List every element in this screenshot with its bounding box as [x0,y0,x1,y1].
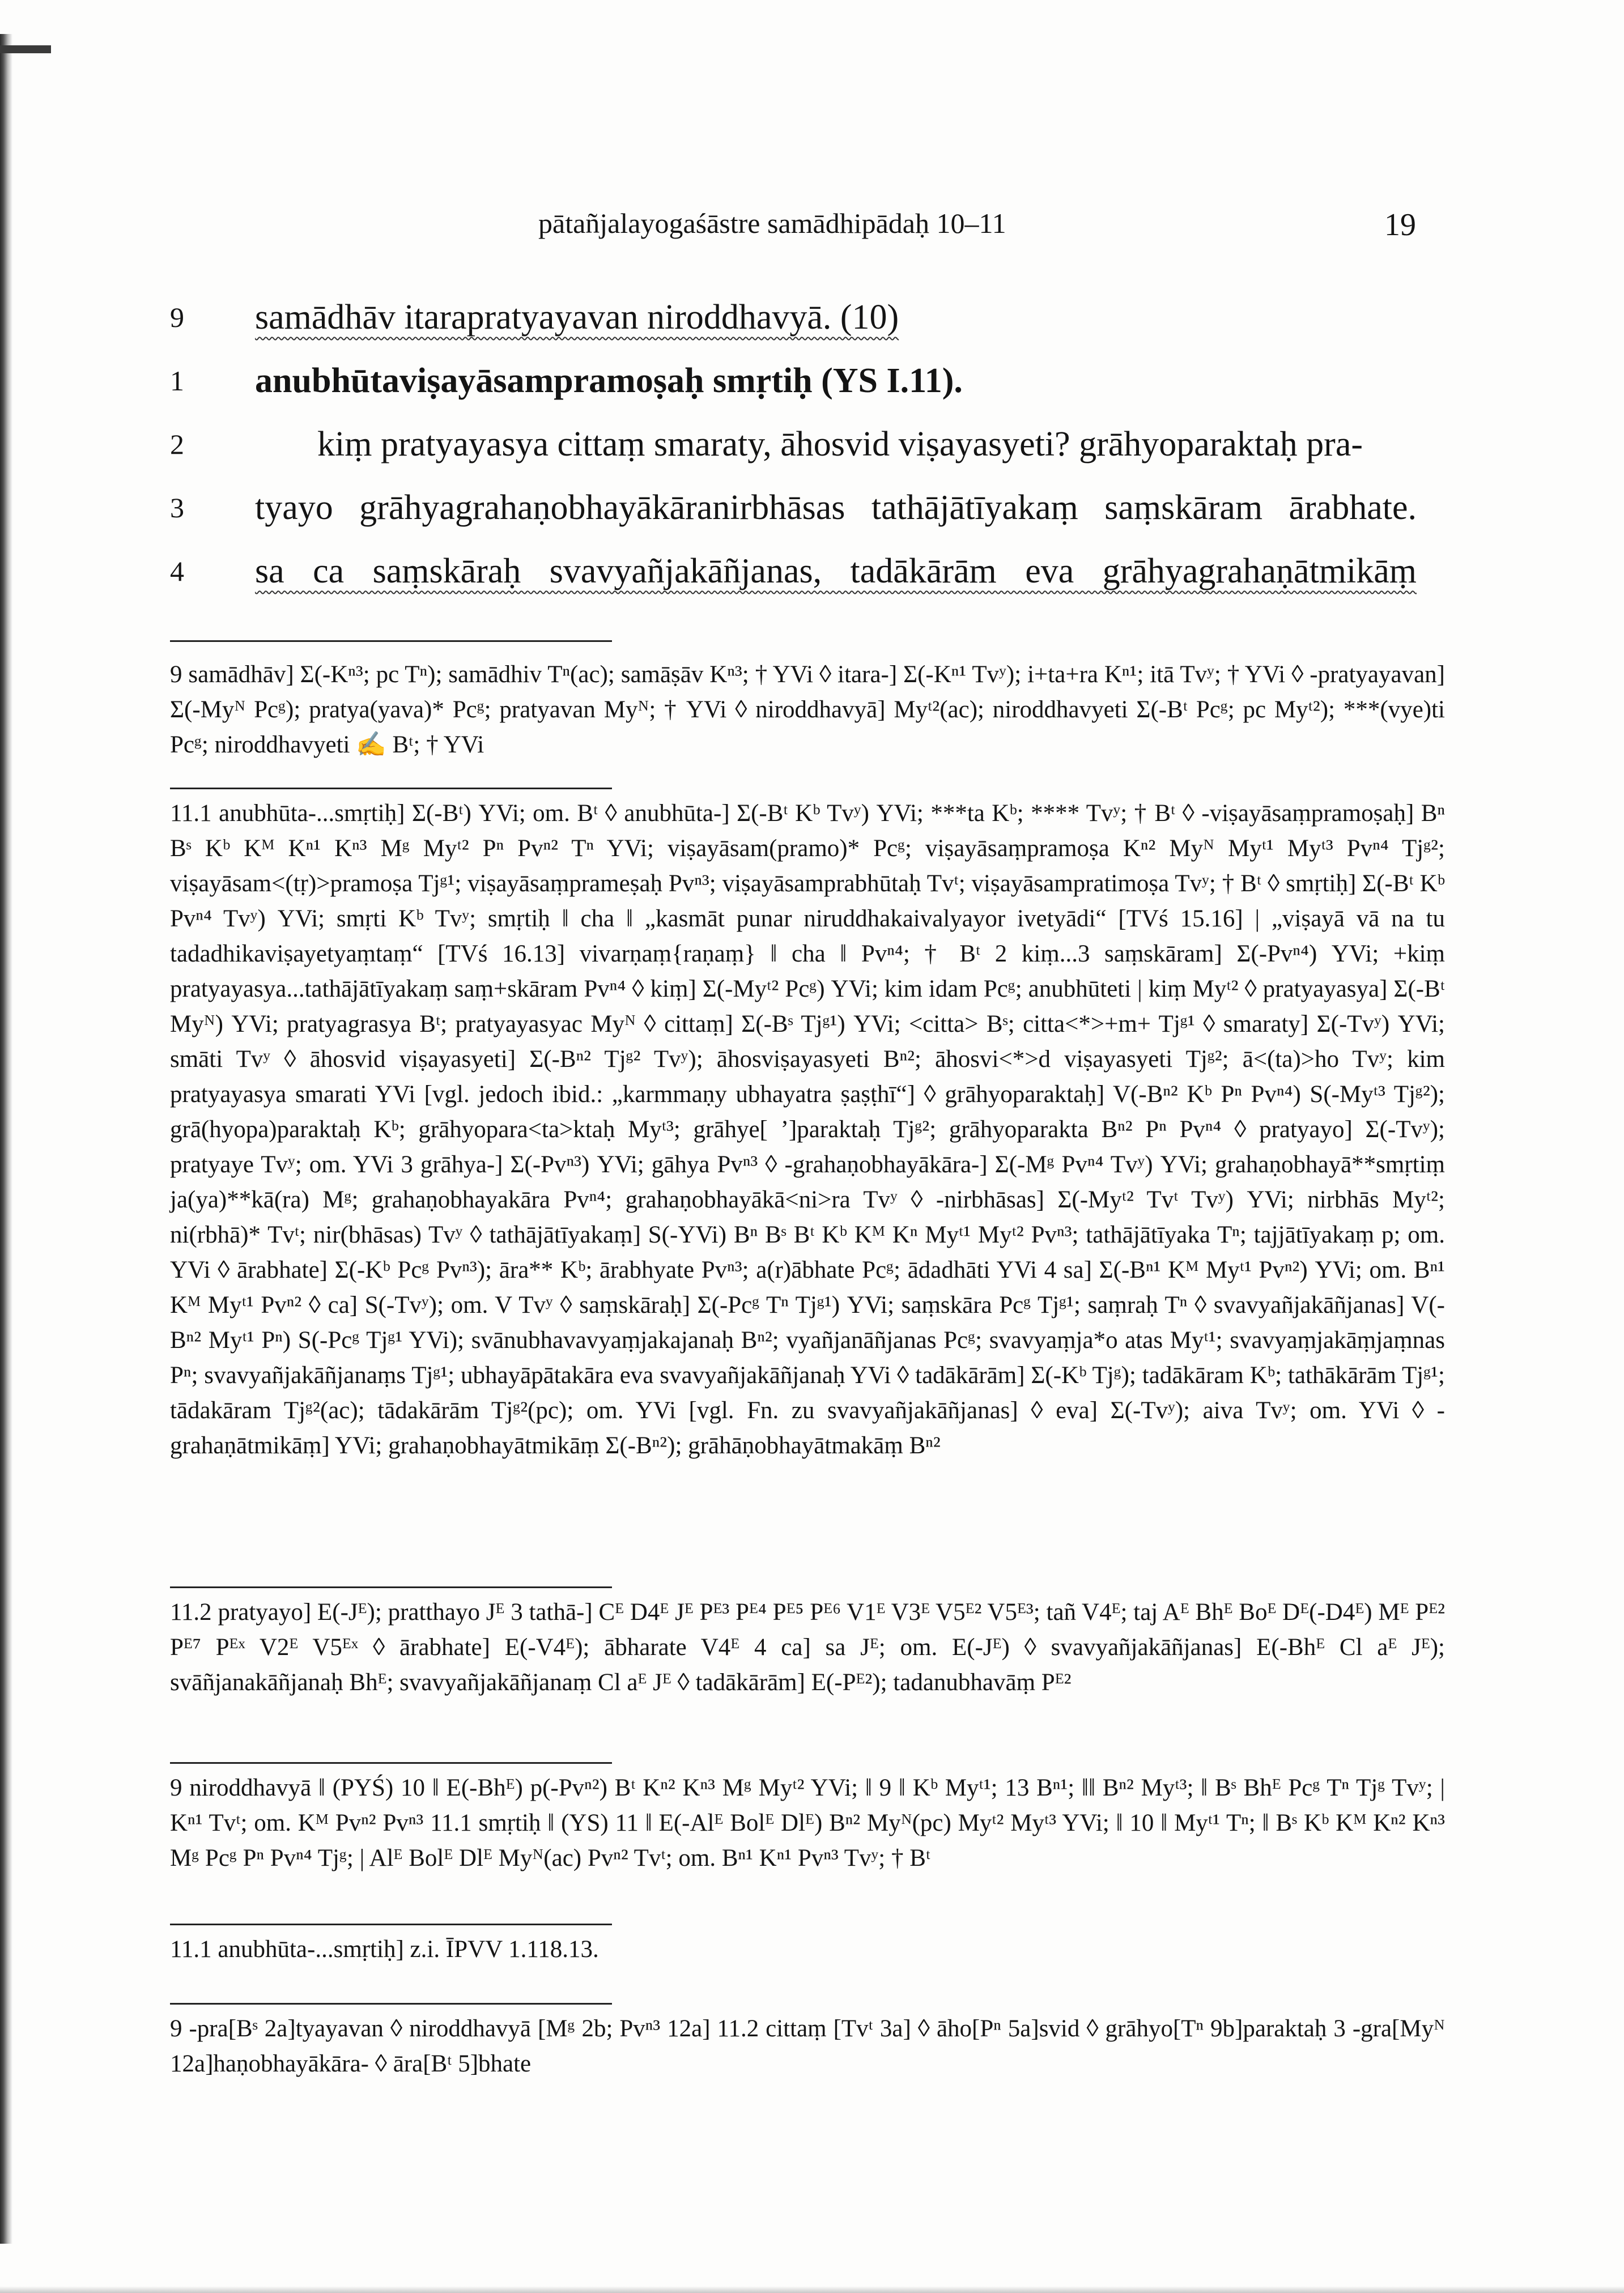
line-number: 1 [170,365,184,397]
apparatus-rule [170,2003,612,2005]
line-text: kiṃ pratyayasya cittaṃ smaraty, āhosvid viṣayasyeti? grāhyoparaktaḥ pra- [317,425,1363,463]
text-line [170,422,1445,485]
page-number: 19 [1384,207,1416,243]
apparatus-block-6: 9 -pra[Bˢ 2a]tyayavan ◊ niroddhavyā [Mᵍ 2b; Pvⁿ³ 12a] 11.2 cittaṃ [Tvᵗ 3a] ◊ āho[Pⁿ 5a]svid ◊ grāhyo[Tⁿ 9b]paraktaḥ 3 -gra[Myᴺ 12a]haṇobhayākāra- ◊ āra[Bᵗ 5]bhate [170,2015,1445,2077]
scan-binding-mark [0,45,51,53]
scan-bottom-edge [0,2286,1624,2293]
apparatus-rule [170,1762,612,1764]
apparatus-rule [170,788,612,789]
line-text: tyayo grāhyagrahaṇobhayākāranirbhāsas tathājātīyakaṃ saṃskāram ārabhate. [255,488,1417,527]
text-line [170,358,1445,422]
text-line [170,295,1445,358]
line-text: samādhāv itarapratyayavan niroddhavyā. (10) [255,298,899,337]
apparatus-block-3: 11.2 pratyayo] E(-Jᴱ); pratthayo Jᴱ 3 tathā-] Cᴱ D4ᴱ Jᴱ Pᴱ³ Pᴱ⁴ Pᴱ⁵ Pᴱ⁶ V1ᴱ V3ᴱ V5ᴱ² V5ᴱ³; tañ V4ᴱ; taj Aᴱ Bhᴱ Boᴱ Dᴱ(-D4ᴱ) Mᴱ Pᴱ² Pᴱ⁷ Pᴱˣ V2ᴱ V5ᴱˣ ◊ ārabhate] E(-V4ᴱ); ābharate V4ᴱ 4 ca] sa Jᴱ; om. E(-Jᴱ) ◊ svavyañjakāñjanas] E(-Bhᴱ Cl aᴱ Jᴱ); svāñjanakāñjanaḥ Bhᴱ; svavyañjakāñjanaṃ Cl aᴱ Jᴱ ◊ tadākārām] E(-Pᴱ²); tadanubhavāṃ Pᴱ² [170,1599,1445,1696]
main-text [170,295,1445,612]
apparatus-rule [170,1924,612,1925]
line-number: 2 [170,428,184,460]
apparatus-rule [170,1586,612,1588]
text-line [170,548,1445,612]
apparatus-rule [170,640,612,642]
apparatus-block-1: 9 samādhāv] Σ(-Kⁿ³; pc Tⁿ); samādhiv Tⁿ(ac); samāṣāv Kⁿ³; † YVi ◊ itara-] Σ(-Kⁿ¹ Tvʸ); i+ta+ra Kⁿ¹; itā Tvʸ; † YVi ◊ -pratyayavan] Σ(-Myᴺ Pcᵍ); pratya(yava)* Pcᵍ; pratyavan Myᴺ; † YVi ◊ niroddhavyā] Myᵗ²(ac); niroddhavyeti Σ(-Bᵗ Pcᵍ; pc Myᵗ²); ***(vye)ti Pcᵍ; niroddhavyeti ✍ Bᵗ; † YVi [170,661,1445,758]
apparatus-block-4: 9 niroddhavyā ‖ (PYŚ) 10 ‖ E(-Bhᴱ) p(-Pvⁿ²) Bᵗ Kⁿ² Kⁿ³ Mᵍ Myᵗ² YVi; ‖ 9 ‖ Kᵇ Myᵗ¹; 13 Bⁿ¹; ‖‖ Bⁿ² Myᵗ³; ‖ Bˢ Bhᴱ Pcᵍ Tⁿ Tjᵍ Tvʸ; | Kⁿ¹ Tvᵗ; om. Kᴹ Pvⁿ² Pvⁿ³ 11.1 smṛtiḥ ‖ (YS) 11 ‖ E(-Alᴱ Bolᴱ Dlᴱ) Bⁿ² Myᴺ(pc) Myᵗ² Myᵗ³ YVi; ‖ 10 ‖ Myᵗ¹ Tⁿ; ‖ Bˢ Kᵇ Kᴹ Kⁿ² Kⁿ³ Mᵍ Pcᵍ Pⁿ Pvⁿ⁴ Tjᵍ; | Alᴱ Bolᴱ Dlᴱ Myᴺ(ac) Pvⁿ² Tvᵗ; om. Bⁿ¹ Kⁿ¹ Pvⁿ³ Tvʸ; † Bᵗ [170,1775,1445,1871]
line-number: 3 [170,492,184,524]
line-number: 9 [170,301,184,333]
scan-left-edge [0,34,12,2244]
sutra-line: anubhūtaviṣayāsampramoṣaḥ smṛtiḥ (YS I.11). [255,361,963,400]
running-title: pātañjalayogaśāstre samādhipādaḥ 10–11 [538,207,1006,239]
apparatus-block-5: 11.1 anubhūta-...smṛtiḥ] z.i. ĪPVV 1.118.13. [170,1936,599,1963]
line-text: sa ca saṃskāraḥ svavyañjakāñjanas, tadākārām eva grāhyagrahaṇātmikāṃ [255,552,1417,590]
apparatus-block-2: 11.1 anubhūta-...smṛtiḥ] Σ(-Bᵗ) YVi; om. Bᵗ ◊ anubhūta-] Σ(-Bᵗ Kᵇ Tvʸ) YVi; ***ta Kᵇ; **** Tvʸ; † Bᵗ ◊ -viṣayāsaṃpramoṣaḥ] Bⁿ Bˢ Kᵇ Kᴹ Kⁿ¹ Kⁿ³ Mᵍ Myᵗ² Pⁿ Pvⁿ² Tⁿ YVi; viṣayāsam(pramo)* Pcᵍ; viṣayāsaṃpramoṣa Kⁿ² Myᴺ Myᵗ¹ Myᵗ³ Pvⁿ⁴ Tjᵍ²; viṣayāsam<(tṛ)>pramoṣa Tjᵍ¹; viṣayāsaṃprameṣaḥ Pvⁿ³; viṣayāsamprabhūtaḥ Tvᵗ; viṣayāsampratimoṣa Tvʸ; † Bᵗ ◊ smṛtiḥ] Σ(-Bᵗ Kᵇ Pvⁿ⁴ Tvʸ) YVi; smṛti Kᵇ Tvʸ; smṛtiḥ ‖ cha ‖ „kasmāt punar niruddhakaivalyayor ivetyādi“ [TVś 15.16] | „viṣayā vā na tu tadadhikaviṣayetyaṃtaṃ“ [TVś 16.13] vivarṇaṃ{raṇaṃ} ‖ cha ‖ Pvⁿ⁴; † Bᵗ 2 kiṃ...3 saṃskāram] Σ(-Pvⁿ⁴) YVi; +kiṃ pratyayasya...tathājātīyakaṃ saṃ+skāram Pvⁿ⁴ ◊ kiṃ] Σ(-Myᵗ² Pcᵍ) YVi; kim idam Pcᵍ; anubhūteti | kiṃ Myᵗ² ◊ pratyayasya] Σ(-Bᵗ Myᴺ) YVi; pratyagrasya Bᵗ; pratyayasyac Myᴺ ◊ cittaṃ] Σ(-Bˢ Tjᵍ¹) YVi; <citta> Bˢ; citta<*>+m+ Tjᵍ¹ ◊ smaraty] Σ(-Tvʸ) YVi; smāti Tvʸ ◊ āhosvid viṣayasyeti] Σ(-Bⁿ² Tjᵍ² Tvʸ); āhosviṣayasyeti Bⁿ²; āhosvi<*>d viṣayasyeti Tjᵍ²; ā<(ta)>ho Tvʸ; kim pratyayasya smarati YVi [vgl. jedoch ibid.: „karmmaṇy ubhayatra ṣaṣṭhī“] ◊ grāhyoparaktaḥ] V(-Bⁿ² Kᵇ Pⁿ Pvⁿ⁴) S(-Myᵗ³ Tjᵍ²); grā(hyopa)paraktaḥ Kᵇ; grāhyopara<ta>ktaḥ Myᵗ³; grāhye[ ’]paraktaḥ Tjᵍ²; grāhyoparakta Bⁿ² Pⁿ Pvⁿ⁴ ◊ pratyayo] Σ(-Tvʸ); pratyaye Tvʸ; om. YVi 3 grāhya-] Σ(-Pvⁿ³) YVi; gāhya Pvⁿ³ ◊ -grahaṇobhayākāra-] Σ(-Mᵍ Pvⁿ⁴ Tvʸ) YVi; grahaṇobhayā**smṛtiṃ ja(ya)**kā(ra) Mᵍ; grahaṇobhayakāra Pvⁿ⁴; grahaṇobhayākā<ni>ra Tvʸ ◊ -nirbhāsas] Σ(-Myᵗ² Tvᵗ Tvʸ) YVi; nirbhās Myᵗ²; ni(rbhā)* Tvᵗ; nir(bhāsas) Tvʸ ◊ tathājātīyakaṃ] S(-YVi) Bⁿ Bˢ Bᵗ Kᵇ Kᴹ Kⁿ Myᵗ¹ Myᵗ² Pvⁿ³; tathājātīyaka Tⁿ; tajjātīyakaṃ p; om. YVi ◊ ārabhate] Σ(-Kᵇ Pcᵍ Pvⁿ³); āra** Kᵇ; ārabhyate Pvⁿ³; a(r)ābhate Pcᵍ; ādadhāti YVi 4 sa] Σ(-Bⁿ¹ Kᴹ Myᵗ¹ Pvⁿ²) YVi; om. Bⁿ¹ Kᴹ Myᵗ¹ Pvⁿ² ◊ ca] S(-Tvʸ); om. V Tvʸ ◊ saṃskāraḥ] Σ(-Pcᵍ Tⁿ Tjᵍ¹) YVi; saṃskāra Pcᵍ Tjᵍ¹; saṃraḥ Tⁿ ◊ svavyañjakāñjanas] V(-Bⁿ² Myᵗ¹ Pⁿ) S(-Pcᵍ Tjᵍ¹ YVi); svānubhavavyaṃjakajanaḥ Bⁿ²; vyañjanāñjanas Pcᵍ; svavyaṃja*o atas Myᵗ¹; svavyaṃjakāṃjaṃnas Pⁿ; svavyañjakāñjanaṃs Tjᵍ¹; ubhayāpātakāra eva svavyañjakāñjanaḥ YVi ◊ tadākārām] Σ(-Kᵇ Tjᵍ); tadākāram Kᵇ; tathākārām Tjᵍ¹; tādakāram Tjᵍ²(ac); tādakārām Tjᵍ²(pc); om. YVi [vgl. Fn. zu svavyañjakāñjanas] ◊ eva] Σ(-Tvʸ); aiva Tvʸ; om. YVi ◊ -grahaṇātmikāṃ] YVi; grahaṇobhayātmikāṃ Σ(-Bⁿ²); grāhāṇobhayātmakāṃ Bⁿ² [170,800,1445,1459]
line-number: 4 [170,555,184,587]
text-line [170,485,1445,548]
